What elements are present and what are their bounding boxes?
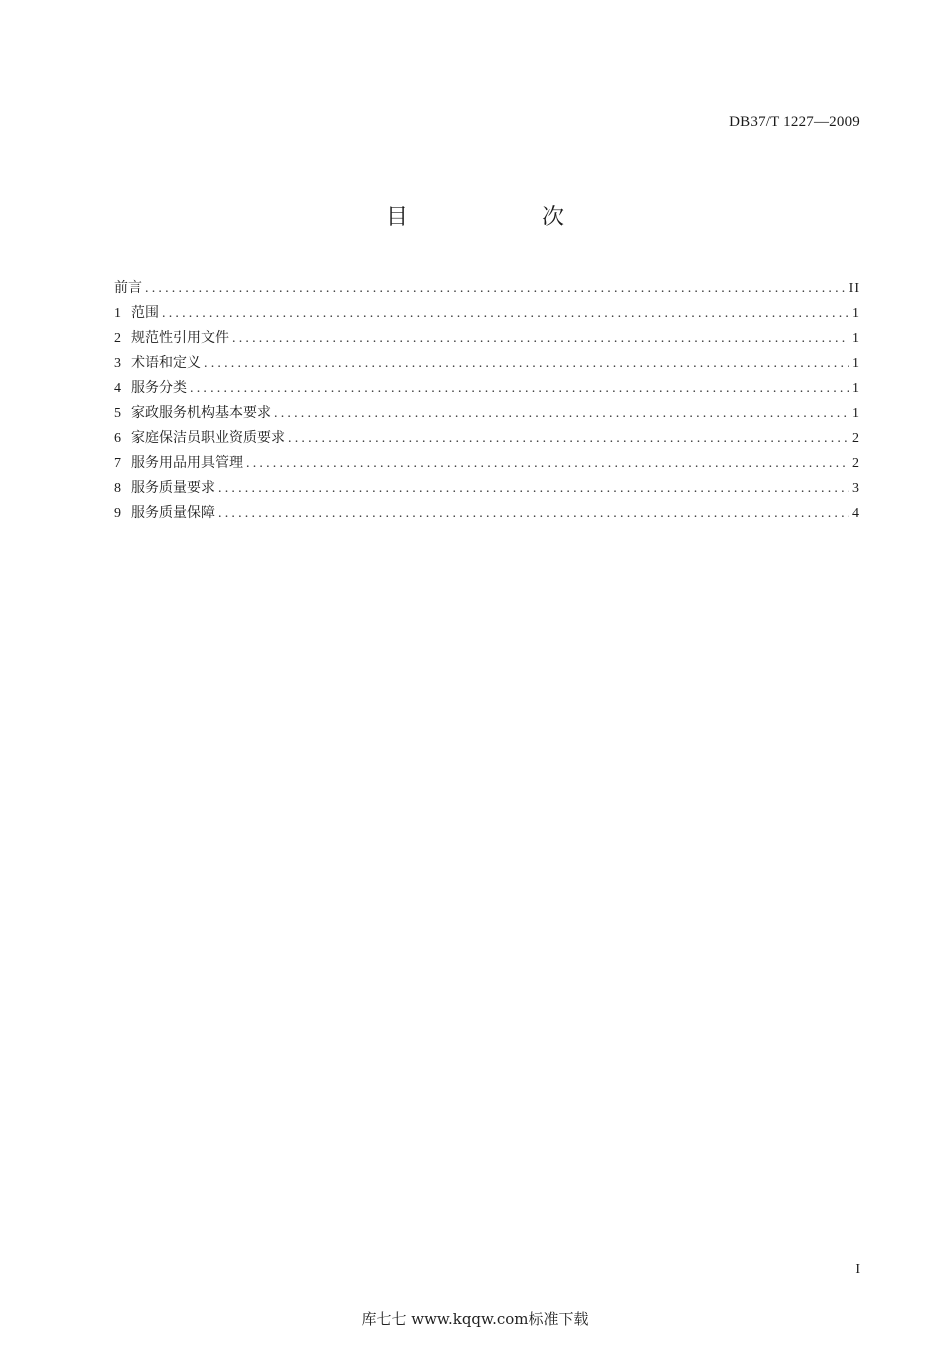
toc-item-service-classification[interactable] xyxy=(114,376,860,401)
page-title: 目 次 xyxy=(385,205,620,230)
table-of-contents xyxy=(114,276,860,526)
toc-item-label: 服务质量要求 xyxy=(131,480,215,496)
toc-item-agency-requirements[interactable] xyxy=(114,401,860,426)
toc-item-normative-references[interactable] xyxy=(114,326,860,351)
toc-item-page: 4 xyxy=(852,506,860,521)
toc-dot-leader xyxy=(218,476,849,501)
toc-item-number: 3 xyxy=(114,356,121,371)
toc-item-page: II xyxy=(848,281,860,296)
toc-item-page: 3 xyxy=(852,481,860,496)
toc-item-page: 2 xyxy=(852,431,860,446)
toc-dot-leader xyxy=(274,401,849,426)
toc-item-number: 7 xyxy=(114,456,121,471)
toc-item-cleaner-qualification[interactable] xyxy=(114,426,860,451)
page-number: I xyxy=(855,1262,860,1277)
toc-item-label: 服务用品用具管理 xyxy=(131,455,243,471)
toc-dot-leader xyxy=(246,451,849,476)
toc-item-page: 2 xyxy=(852,456,860,471)
standard-code: DB37/T 1227—2009 xyxy=(729,114,860,130)
toc-item-page: 1 xyxy=(852,406,860,421)
toc-item-page: 1 xyxy=(852,306,860,321)
toc-item-scope[interactable] xyxy=(114,301,860,326)
toc-item-label: 范围 xyxy=(131,305,159,321)
toc-item-number: 8 xyxy=(114,481,121,496)
toc-item-number: 9 xyxy=(114,506,121,521)
toc-dot-leader xyxy=(288,426,849,451)
toc-dot-leader xyxy=(145,276,846,301)
toc-item-number: 1 xyxy=(114,306,121,321)
toc-item-number: 2 xyxy=(114,331,121,346)
toc-dot-leader xyxy=(218,501,849,526)
toc-item-label: 家庭保洁员职业资质要求 xyxy=(131,430,285,446)
toc-dot-leader xyxy=(204,351,849,376)
toc-item-number: 6 xyxy=(114,431,121,446)
toc-item-label: 规范性引用文件 xyxy=(131,330,229,346)
toc-item-number: 4 xyxy=(114,381,121,396)
toc-item-label: 前言 xyxy=(114,280,142,296)
toc-item-label: 服务分类 xyxy=(131,380,187,396)
toc-item-label: 服务质量保障 xyxy=(131,505,215,521)
toc-item-number: 5 xyxy=(114,406,121,421)
footer-watermark-text: 库七七 www.kqqw.com标准下载 xyxy=(361,1310,589,1328)
toc-dot-leader xyxy=(190,376,849,401)
toc-item-supplies-management[interactable] xyxy=(114,451,860,476)
toc-dot-leader xyxy=(232,326,849,351)
toc-item-label: 术语和定义 xyxy=(131,355,201,371)
toc-item-quality-assurance[interactable] xyxy=(114,501,860,526)
toc-item-page: 1 xyxy=(852,356,860,371)
toc-item-foreword[interactable] xyxy=(114,276,860,301)
toc-item-quality-requirements[interactable] xyxy=(114,476,860,501)
toc-dot-leader xyxy=(162,301,849,326)
toc-item-terms-definitions[interactable] xyxy=(114,351,860,376)
toc-item-label: 家政服务机构基本要求 xyxy=(131,405,271,421)
toc-item-page: 1 xyxy=(852,381,860,396)
toc-item-page: 1 xyxy=(852,331,860,346)
